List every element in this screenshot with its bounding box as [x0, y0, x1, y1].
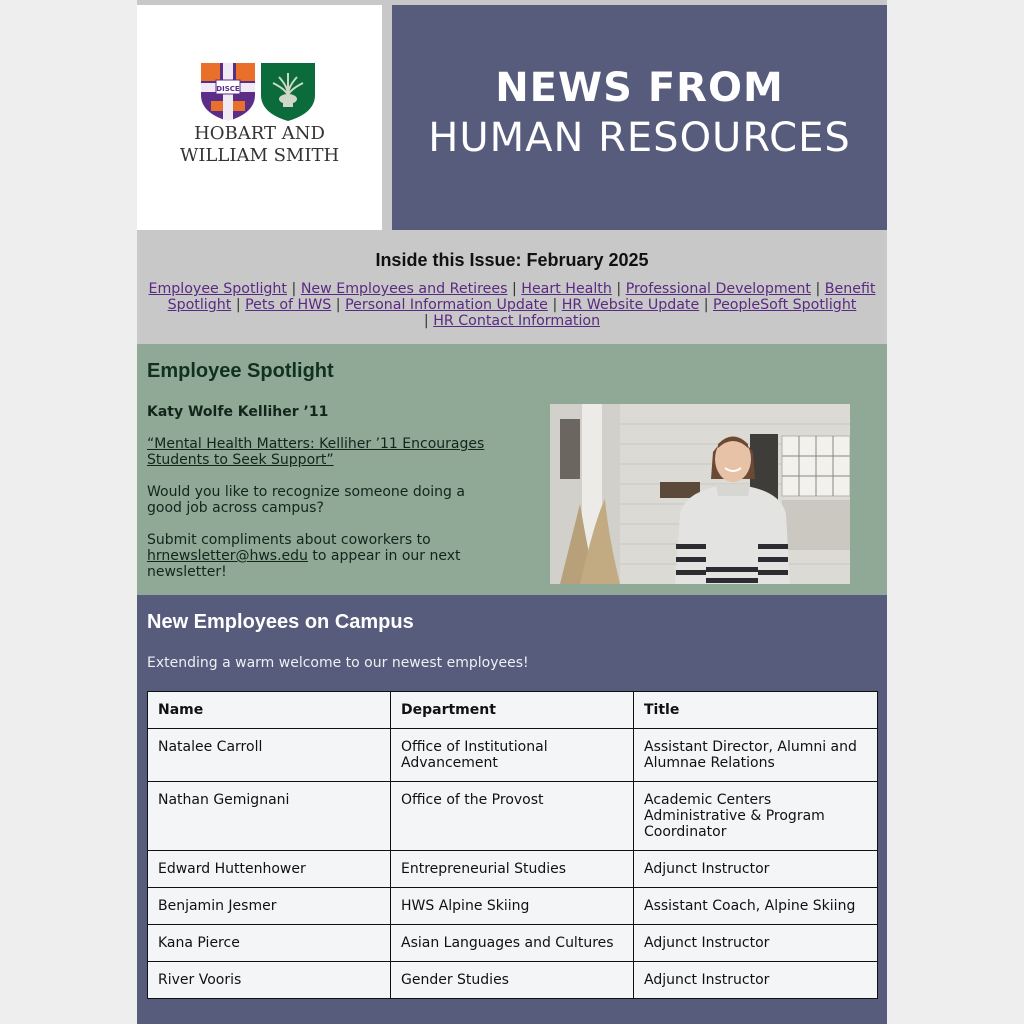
- spotlight-photo: [550, 404, 850, 584]
- toc-separator: |: [511, 281, 517, 297]
- cell-title: Academic Centers Administrative & Program Coordinator: [634, 782, 878, 851]
- new-employees-section: [137, 595, 887, 1024]
- cell-title: Adjunct Instructor: [634, 851, 878, 888]
- cell-department: Office of the Provost: [391, 782, 634, 851]
- spotlight-question: Would you like to recognize someone doing a good job across campus?: [147, 484, 465, 516]
- toc-link-heart-health[interactable]: Heart Health: [521, 281, 612, 297]
- toc-link-pets[interactable]: Pets of HWS: [245, 297, 332, 313]
- cell-name: Natalee Carroll: [148, 729, 391, 782]
- employee-spotlight-section: [137, 344, 887, 595]
- hws-logo: [137, 5, 382, 230]
- logo-line-2: WILLIAM SMITH: [179, 145, 340, 166]
- spotlight-text: [147, 404, 492, 596]
- spotlight-article-link[interactable]: “Mental Health Matters: Kelliher ’11 Encourages Students to Seek Support”: [147, 436, 485, 468]
- table-row: [148, 729, 878, 782]
- section-heading: New Employees on Campus: [147, 611, 414, 633]
- table-row: [148, 925, 878, 962]
- toc-separator: |: [291, 281, 297, 297]
- cell-title: Assistant Director, Alumni and Alumnae Relations: [634, 729, 878, 782]
- logo-wordmark: [137, 123, 382, 167]
- newsletter-header: [137, 5, 887, 230]
- spotlight-name: Katy Wolfe Kelliher ’11: [147, 404, 329, 420]
- toc-separator: |: [703, 297, 709, 313]
- cell-department: HWS Alpine Skiing: [391, 888, 634, 925]
- submit-text-before: Submit compliments about coworkers to: [147, 532, 431, 548]
- cell-name: Kana Pierce: [148, 925, 391, 962]
- column-header-title: Title: [634, 692, 878, 729]
- toc-title: Inside this Issue: February 2025: [375, 250, 649, 270]
- toc-separator: |: [235, 297, 241, 313]
- logo-line-1: HOBART AND: [194, 123, 325, 144]
- toc-link-new-employees[interactable]: New Employees and Retirees: [300, 281, 508, 297]
- toc-separator: |: [335, 297, 341, 313]
- cell-department: Asian Languages and Cultures: [391, 925, 634, 962]
- newsletter: [137, 0, 887, 1024]
- table-header-row: [148, 692, 878, 729]
- column-header-name: Name: [148, 692, 391, 729]
- table-row: [148, 851, 878, 888]
- column-header-department: Department: [391, 692, 634, 729]
- table-row: [148, 782, 878, 851]
- table-row: [148, 962, 878, 999]
- banner-line-1: NEWS FROM: [495, 65, 784, 111]
- spotlight-submit: [147, 532, 492, 580]
- cell-name: River Vooris: [148, 962, 391, 999]
- toc-link-hr-contact[interactable]: HR Contact Information: [433, 313, 601, 329]
- cell-department: Entrepreneurial Studies: [391, 851, 634, 888]
- toc-separator: |: [616, 281, 622, 297]
- table-row: [148, 888, 878, 925]
- banner-line-2: HUMAN RESOURCES: [428, 115, 851, 161]
- toc-link-employee-spotlight[interactable]: Employee Spotlight: [148, 281, 287, 297]
- toc-link-peoplesoft[interactable]: PeopleSoft Spotlight: [713, 297, 857, 313]
- toc-link-hr-website[interactable]: HR Website Update: [561, 297, 700, 313]
- cell-name: Nathan Gemignani: [148, 782, 391, 851]
- hr-email-link[interactable]: hrnewsletter@hws.edu: [147, 548, 308, 564]
- svg-text:DISCE: DISCE: [216, 85, 240, 93]
- crest-icon: [199, 61, 317, 123]
- new-employees-intro: Extending a warm welcome to our newest employees!: [147, 655, 529, 671]
- cell-department: Gender Studies: [391, 962, 634, 999]
- toc-link-benefit-spotlight[interactable]: Benefit Spotlight: [167, 281, 876, 313]
- toc-separator: |: [423, 313, 429, 329]
- submit-text-after: to appear in our next newsletter!: [147, 548, 461, 580]
- new-employees-table: [147, 691, 878, 999]
- cell-title: Adjunct Instructor: [634, 962, 878, 999]
- toc-separator: |: [815, 281, 821, 297]
- cell-title: Adjunct Instructor: [634, 925, 878, 962]
- toc-link-professional-development[interactable]: Professional Development: [625, 281, 811, 297]
- cell-title: Assistant Coach, Alpine Skiing: [634, 888, 878, 925]
- toc-link-personal-information[interactable]: Personal Information Update: [345, 297, 548, 313]
- cell-name: Benjamin Jesmer: [148, 888, 391, 925]
- section-heading: Employee Spotlight: [147, 360, 334, 382]
- toc-separator: |: [552, 297, 558, 313]
- spotlight-photo-image: [550, 404, 850, 584]
- table-of-contents: [137, 230, 887, 344]
- cell-department: Office of Institutional Advancement: [391, 729, 634, 782]
- toc-links: [147, 281, 877, 329]
- cell-name: Edward Huttenhower: [148, 851, 391, 888]
- newsletter-banner: [392, 5, 887, 230]
